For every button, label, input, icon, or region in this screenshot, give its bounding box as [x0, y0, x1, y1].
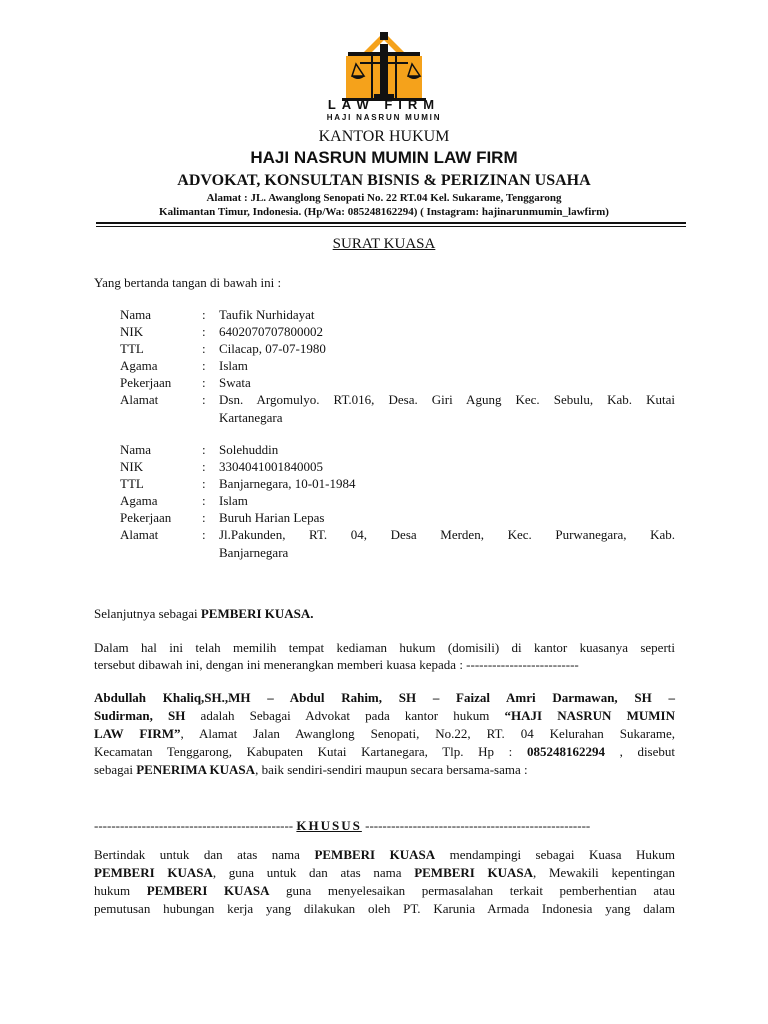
recipients-line-3-text: , Alamat Jalan Awanglong Senopati, No.22, RT. 04 Kelurahan Sukarame,: [180, 726, 675, 741]
mandate-line-1: [94, 846, 675, 864]
mandate-line-3-prefix: hukum: [94, 883, 147, 898]
colon: :: [202, 476, 206, 491]
khusus-dashes-left: ----------------------------------------------: [94, 818, 297, 833]
recipients-line-5: [94, 761, 675, 779]
recipients-line-5-text: , baik sendiri-sendiri maupun secara bersama-sama :: [255, 762, 528, 777]
grantor-role-mention: PEMBERI KUASA: [146, 883, 270, 898]
mandate-line-1-text: Bertindak untuk dan atas nama: [94, 847, 315, 862]
label-nik: NIK: [120, 324, 144, 339]
recipients-line-2-text: adalah Sebagai Advokat pada kantor hukum: [185, 708, 505, 723]
firm-name-heading: HAJI NASRUN MUMIN LAW FIRM: [250, 148, 518, 167]
khusus-dashes-right: ----------------------------------------------------: [361, 818, 591, 833]
grantor-role-mention: PEMBERI KUASA: [94, 865, 213, 880]
grantor-1-ttl: Cilacap, 07-07-1980: [219, 341, 326, 356]
firm-name-quote: “HAJI NASRUN MUMIN: [504, 708, 675, 723]
scales-of-justice-building-logo-icon: [342, 32, 426, 101]
colon: :: [202, 358, 206, 373]
label-alamat: Alamat: [120, 527, 159, 542]
domicile-line-1: Dalam hal ini telah memilih tempat kediaman hukum (domisili) di kantor kuasanya seperti: [94, 640, 675, 655]
logo-text-firm-owner: HAJI NASRUN MUMIN: [326, 113, 442, 122]
mandate-line-3: [94, 882, 675, 900]
recipients-line-3: [94, 725, 675, 743]
mandate-line-3-text: guna menyelesaikan permasalahan terkait pemberhentian atau: [269, 883, 676, 898]
domicile-line-2: tersebut dibawah ini, dengan ini menerangkan memberi kuasa kepada : --------------------------: [94, 657, 579, 672]
recipient-name-sudirman: Sudirman, SH: [94, 708, 186, 723]
grantor-2-ttl: Banjarnegara, 10-01-1984: [219, 476, 356, 491]
grantor-2-alamat-line-1: Jl.Pakunden, RT. 04, Desa Merden, Kec. Purwanegara, Kab.: [219, 527, 675, 542]
colon: :: [202, 510, 206, 525]
colon: :: [202, 341, 206, 356]
grantor-role-mention: PEMBERI KUASA: [414, 865, 534, 880]
colon: :: [202, 375, 206, 390]
intro-text: Yang bertanda tangan di bawah ini :: [94, 275, 282, 290]
grantor-1-alamat-line-1: Dsn. Argomulyo. RT.016, Desa. Giri Agung Kec. Sebulu, Kab. Kutai: [219, 392, 675, 407]
grantor-role-prefix: Selanjutnya sebagai: [94, 606, 201, 621]
mandate-line-2-text: , guna untuk dan atas nama: [212, 865, 415, 880]
label-pekerjaan: Pekerjaan: [120, 510, 172, 525]
services-heading: ADVOKAT, KONSULTAN BISNIS & PERIZINAN USAHA: [177, 172, 591, 189]
grantor-2-name: Solehuddin: [219, 442, 279, 457]
grantor-2-pekerjaan: Buruh Harian Lepas: [219, 510, 325, 525]
colon: :: [202, 324, 206, 339]
grantor-2-nik: 3304041001840005: [219, 459, 323, 474]
grantor-role-mention: PEMBERI KUASA: [314, 847, 436, 862]
colon: :: [202, 527, 206, 542]
letterhead-divider-thick: [96, 222, 686, 224]
firm-phone-number: 085248162294: [526, 744, 605, 759]
mandate-line-2: [94, 864, 675, 882]
firm-name-quote-end: LAW FIRM”: [94, 726, 181, 741]
document-title: SURAT KUASA: [332, 236, 436, 252]
letterhead-divider-thin: [96, 226, 686, 227]
recipients-names-line-1: Abdullah Khaliq,SH.,MH – Abdul Rahim, SH – Faizal Amri Darmawan, SH –: [94, 690, 675, 705]
law-firm-logo: [338, 26, 430, 104]
grantor-1-nik: 6402070707800002: [219, 324, 323, 339]
address-line-2: Kalimantan Timur, Indonesia. (Hp/Wa: 085248162294) ( Instagram: hajinarunmumin_lawfirm): [159, 206, 609, 218]
colon: :: [202, 459, 206, 474]
address-line-1: Alamat : JL. Awanglong Senopati No. 22 RT.04 Kel. Sukarame, Tenggarong: [206, 192, 562, 204]
recipients-line-4: [94, 743, 675, 761]
office-heading: KANTOR HUKUM: [318, 128, 450, 145]
grantor-1-agama: Islam: [219, 358, 248, 373]
mandate-line-1-end: mendampingi sebagai Kuasa Hukum: [435, 847, 675, 862]
colon: :: [202, 307, 206, 322]
grantor-role-line: [94, 605, 314, 622]
grantor-1-pekerjaan: Swata: [219, 375, 251, 390]
recipients-line-4-text: Kecamatan Tenggarong, Kabupaten Kutai Kartanegara, Tlp. Hp :: [94, 744, 527, 759]
colon: :: [202, 442, 206, 457]
mandate-line-2-end: , Mewakili kepentingan: [533, 865, 676, 880]
grantor-role-label: PEMBERI KUASA.: [200, 606, 314, 621]
label-nik: NIK: [120, 459, 144, 474]
grantor-2-alamat-line-2: Banjarnegara: [219, 545, 289, 560]
label-alamat: Alamat: [120, 392, 159, 407]
khusus-heading: KHUSUS: [296, 818, 362, 833]
grantor-1-name: Taufik Nurhidayat: [219, 307, 315, 322]
colon: :: [202, 493, 206, 508]
label-nama: Nama: [120, 442, 152, 457]
label-ttl: TTL: [120, 341, 144, 356]
recipients-line-4-end: , disebut: [604, 744, 675, 759]
recipient-role-label: PENERIMA KUASA: [136, 762, 256, 777]
grantor-1-alamat-line-2: Kartanegara: [219, 410, 283, 425]
colon: :: [202, 392, 206, 407]
logo-text-law-firm: LAW FIRM: [327, 97, 441, 112]
recipients-line-2: [94, 707, 675, 725]
recipients-line-5-prefix: sebagai: [94, 762, 137, 777]
label-agama: Agama: [120, 493, 158, 508]
mandate-line-4: pemutusan hubungan kerja yang dilakukan oleh PT. Karunia Armada Indonesia yang dalam: [94, 901, 675, 916]
grantor-2-agama: Islam: [219, 493, 248, 508]
label-ttl: TTL: [120, 476, 144, 491]
label-nama: Nama: [120, 307, 152, 322]
label-agama: Agama: [120, 358, 158, 373]
label-pekerjaan: Pekerjaan: [120, 375, 172, 390]
khusus-divider: [94, 817, 675, 834]
